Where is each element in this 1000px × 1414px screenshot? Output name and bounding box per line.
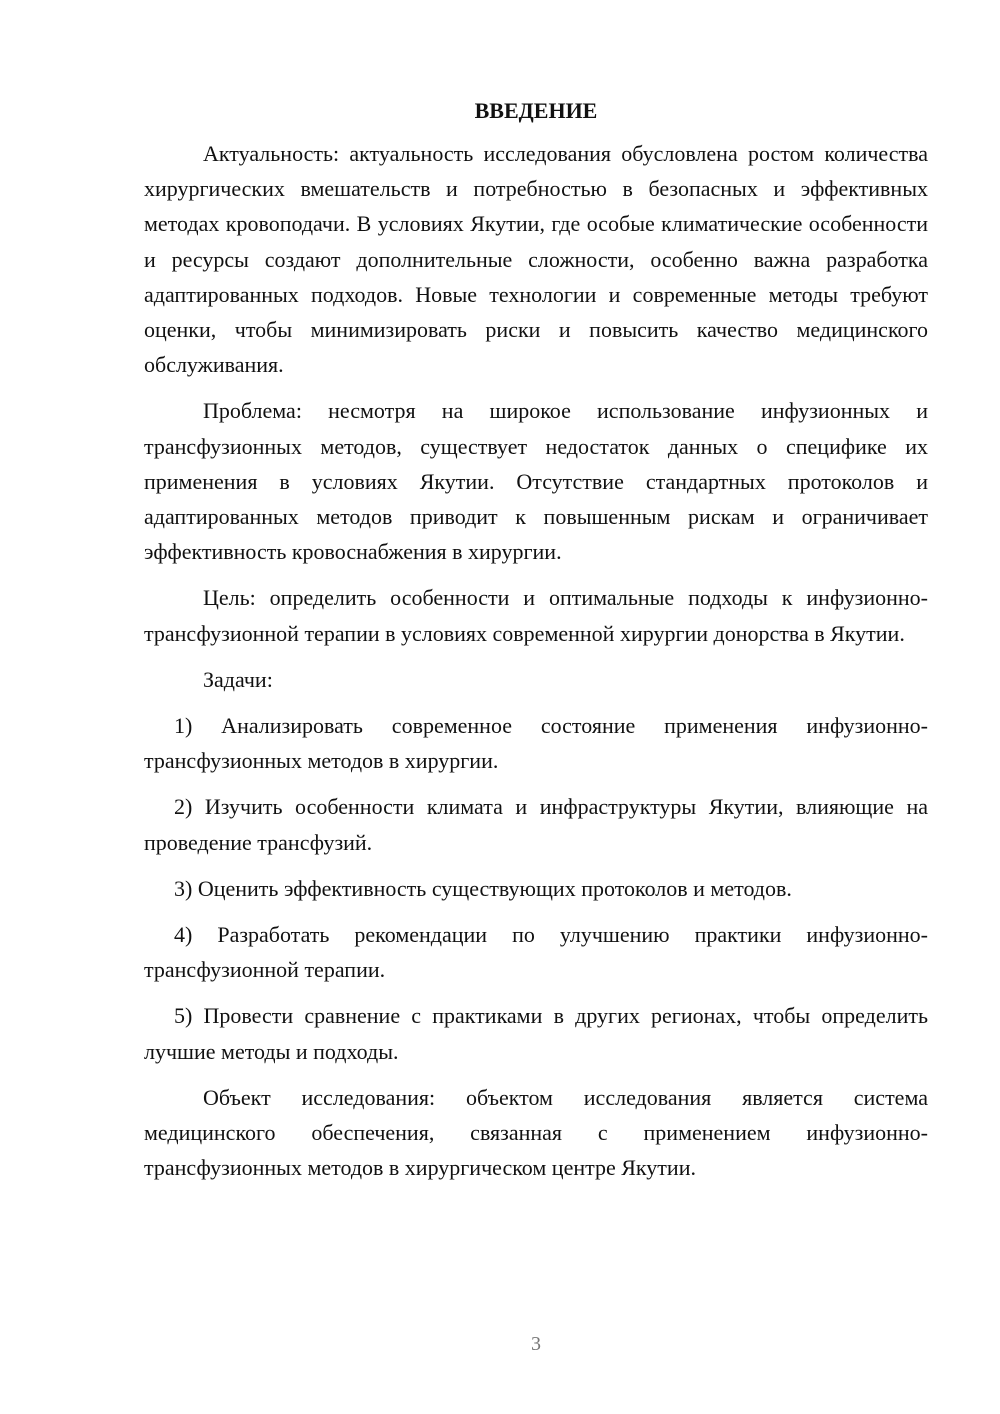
task-item-1: 1) Анализировать современное состояние применения инфузионно-трансфузионных методов в хирургии. xyxy=(144,713,928,774)
document-page xyxy=(144,96,928,1196)
problem-paragraph: Проблема: несмотря на широкое использование инфузионных и трансфузионных методов, существует недостаток данных о специфике их применения в условиях Якутии. Отсутствие стандартных протоколов и адаптированных методов приводит к повышенным рискам и ограничивает эффективность кровоснабжения в хирургии. xyxy=(144,398,928,565)
goal-paragraph: Цель: определить особенности и оптимальные подходы к инфузионно-трансфузионной терапии в условиях современной хирургии донорства в Якутии. xyxy=(144,585,928,646)
task-item-5: 5) Провести сравнение с практиками в других регионах, чтобы определить лучшие методы и подходы. xyxy=(144,1003,928,1064)
task-item-4: 4) Разработать рекомендации по улучшению практики инфузионно-трансфузионной терапии. xyxy=(144,922,928,983)
task-item-2: 2) Изучить особенности климата и инфраструктуры Якутии, влияющие на проведение трансфузий. xyxy=(144,794,928,855)
relevance-paragraph: Актуальность: актуальность исследования обусловлена ростом количества хирургических вмешательств и потребностью в безопасных и эффективных методах кровоподачи. В условиях Якутии, где особые климатические особенности и ресурсы создают дополнительные сложности, особенно важна разработка адаптированных подходов. Новые технологии и современные методы требуют оценки, чтобы минимизировать риски и повысить качество медицинского обслуживания. xyxy=(144,141,928,378)
page-number: 3 xyxy=(531,1333,541,1355)
tasks-heading: Задачи: xyxy=(203,666,273,692)
object-paragraph: Объект исследования: объектом исследования является система медицинского обеспечения, связанная с применением инфузионно-трансфузионных методов в хирургическом центре Якутии. xyxy=(144,1084,928,1181)
task-item-3: 3) Оценить эффективность существующих протоколов и методов. xyxy=(174,875,792,901)
document-title: ВВЕДЕНИЕ xyxy=(474,98,598,123)
